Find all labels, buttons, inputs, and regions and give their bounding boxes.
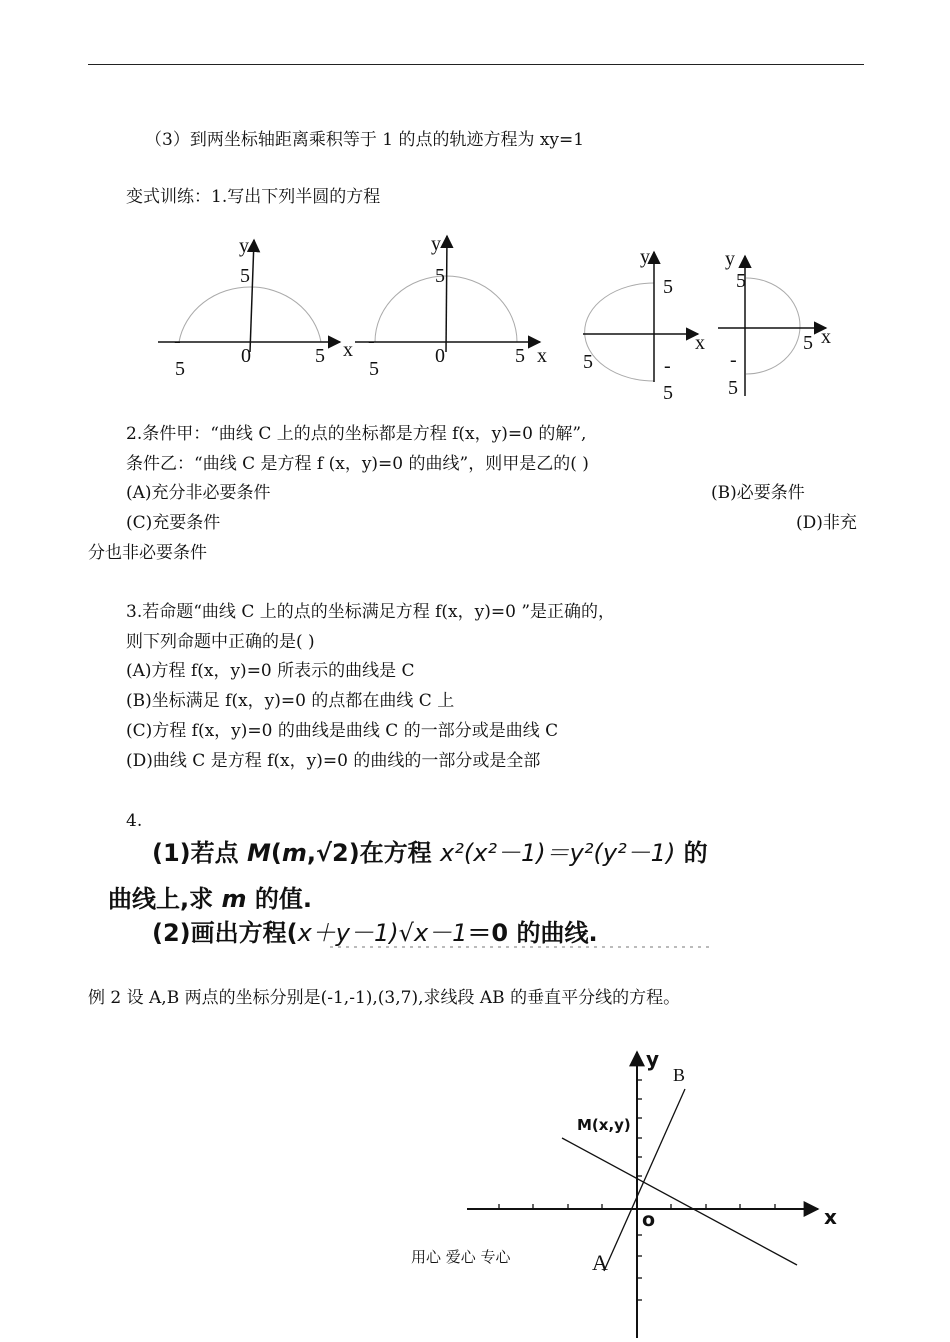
graph-4-x-label: x xyxy=(821,326,831,348)
diagram-x-label: x xyxy=(824,1205,837,1229)
graph-4-neg-dash: - xyxy=(730,349,737,371)
graph-2-origin: 0 xyxy=(435,345,445,367)
graph-2-neg-tick: 5 xyxy=(369,358,379,380)
graph-3-y-label: y xyxy=(640,246,650,268)
graph-1-y-tick: 5 xyxy=(240,265,250,287)
q3-option-a: (A)方程 f(x，y)=0 所表示的曲线是 C xyxy=(126,661,415,681)
q3-option-b: (B)坐标满足 f(x，y)=0 的点都在曲线 C 上 xyxy=(126,691,455,711)
graph-3-neg-bottom: 5 xyxy=(663,382,673,404)
graph-4-y-tick: 5 xyxy=(736,270,746,292)
graph-2-x-tick: 5 xyxy=(515,345,525,367)
point-b-label: B xyxy=(673,1065,686,1085)
graph-1-x-tick: 5 xyxy=(315,345,325,367)
q3-option-c: (C)方程 f(x，y)=0 的曲线是曲线 C 的一部分或是曲线 C xyxy=(126,721,559,741)
q4-number: 4. xyxy=(126,811,143,831)
diagram-origin: o xyxy=(642,1209,656,1231)
footer-text: 用心 爱心 专心 xyxy=(411,1248,511,1266)
q3-line-1: 3.若命题“曲线 C 上的点的坐标满足方程 f(x，y)=0 ”是正确的， xyxy=(126,602,616,622)
q2-line-1: 2.条件甲：“曲线 C 上的点的坐标都是方程 f(x，y)=0 的解”, xyxy=(126,424,587,444)
graph-2-neg-dash: - xyxy=(368,330,375,352)
graph-4-x-tick: 5 xyxy=(803,332,813,354)
q2-option-c: (C)充要条件 xyxy=(126,513,221,533)
q4-p2-m: m xyxy=(221,885,247,913)
q3-option-d: (D)曲线 C 是方程 f(x，y)=0 的曲线的一部分或是全部 xyxy=(126,751,541,771)
example-2-text: 例 2 设 A,B 两点的坐标分别是(-1,-1),(3,7),求线段 AB 的垂直平分线的方程。 xyxy=(88,988,681,1008)
q4-p1-equation: x²(x²－1)＝y²(y²－1) xyxy=(440,839,676,867)
graph-3-neg-left: 5 xyxy=(583,351,593,373)
graph-2-x-label: x xyxy=(537,345,547,367)
q2-option-d-continued: 分也非必要条件 xyxy=(88,543,207,563)
point-m-label: M(x,y) xyxy=(577,1116,631,1134)
perpendicular-bisector xyxy=(562,1138,797,1265)
point-a-label: A xyxy=(592,1250,608,1275)
graph-4-neg-bottom: 5 xyxy=(728,377,738,399)
diagram-y-label: y xyxy=(646,1047,660,1071)
graph-2-y-tick: 5 xyxy=(435,265,445,287)
q2-option-d: (D)非充 xyxy=(796,513,857,533)
q4-p1-M: M xyxy=(247,839,271,867)
item-3-text: （3）到两坐标轴距离乘积等于 1 的点的轨迹方程为 xy=1 xyxy=(145,130,585,150)
q4-p1-end: 的 xyxy=(675,839,708,867)
graph-1-y-label: y xyxy=(239,235,249,257)
q4-p1-m: m xyxy=(281,839,307,867)
exercise-title: 变式训练：1.写出下列半圆的方程 xyxy=(126,187,381,207)
q4-p1-sqrt: ,√2)在方程 xyxy=(306,839,441,867)
graph-1-neg-dash: - xyxy=(174,330,181,352)
q2-line-2: 条件乙：“曲线 C 是方程 f (x，y)=0 的曲线”，则甲是乙的( ) xyxy=(126,454,589,474)
q4-p1-paren: ( xyxy=(270,839,282,867)
q4-p3-text: (2)画出方程( xyxy=(152,919,298,947)
q4-p3-equation: x＋y－1)√x－1 xyxy=(297,919,468,947)
q2-option-b: (B)必要条件 xyxy=(711,483,805,503)
q3-line-2: 则下列命题中正确的是( ) xyxy=(126,632,315,652)
q4-p1-text: (1)若点 xyxy=(152,839,247,867)
graph-2-y-label: y xyxy=(431,233,441,255)
q2-option-a: (A)充分非必要条件 xyxy=(126,483,271,503)
graph-1-neg-tick: 5 xyxy=(175,358,185,380)
q4-p2-end: 的值. xyxy=(246,885,312,913)
graph-3-neg-dash: - xyxy=(664,355,671,377)
graph-3-y-tick: 5 xyxy=(663,276,673,298)
graph-4-y-label: y xyxy=(725,248,735,270)
graph-1-origin: 0 xyxy=(241,345,251,367)
graph-1-x-label: x xyxy=(343,339,353,361)
q4-p2-text: 曲线上,求 xyxy=(108,885,222,913)
graph-3-x-label: x xyxy=(695,332,705,354)
q4-p3-end: ＝0 的曲线. xyxy=(467,919,598,947)
